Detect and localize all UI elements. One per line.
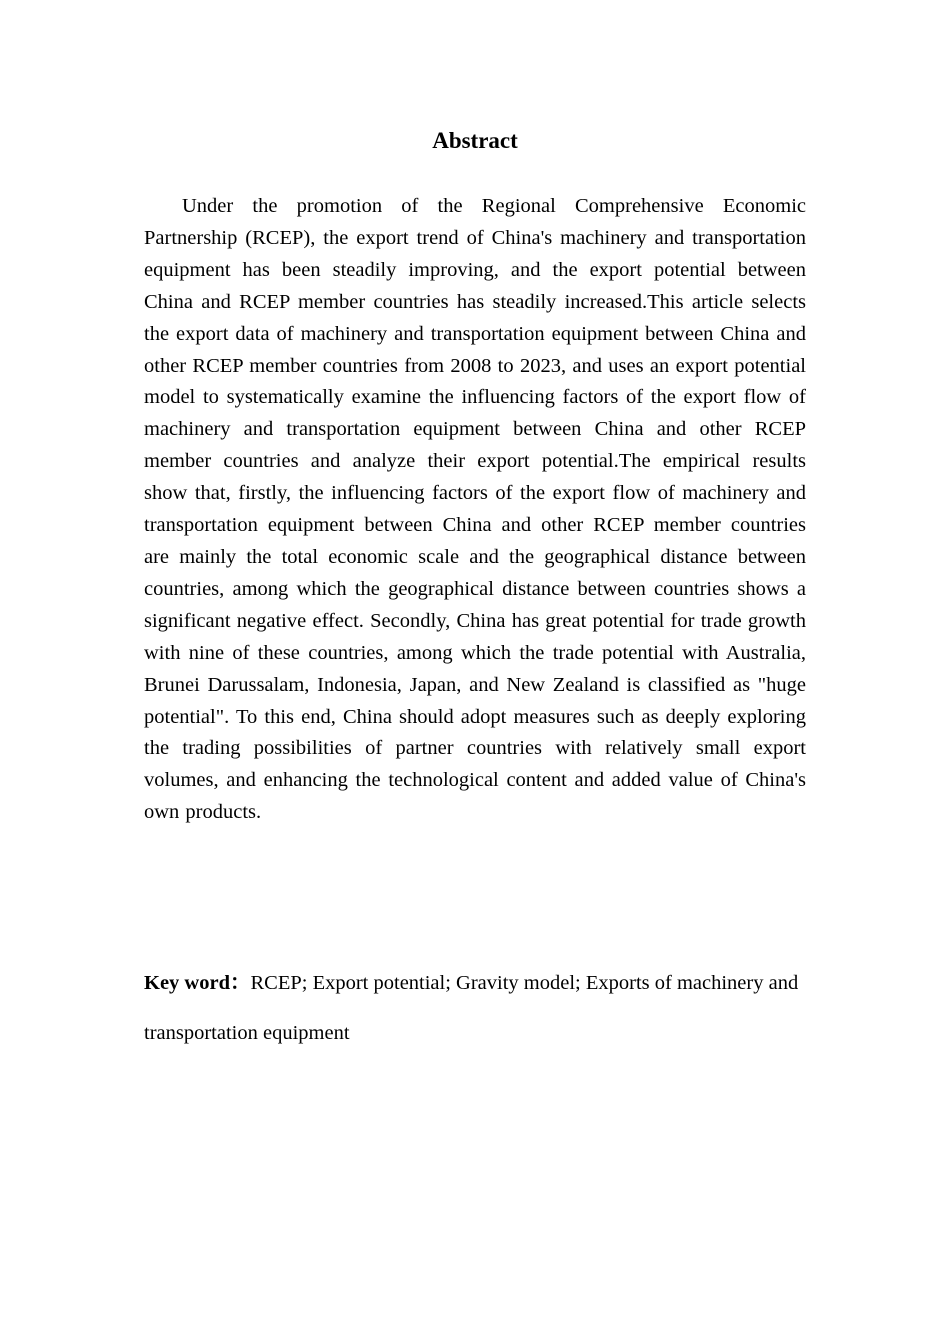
abstract-paragraph: Under the promotion of the Regional Comprehensive Economic Partnership (RCEP), the export trend of China's machinery and transportation equipment has been steadily improving, and the export potential between China and RCEP member countries has steadily increased.This article selects the export data of machinery and transportation equipment between China and other RCEP member countries from 2008 to 2023, and uses an export potential model to systematically examine the influencing factors of the export flow of machinery and transportation equipment between China and other RCEP member countries and analyze their export potential.The empirical results show that, firstly, the influencing factors of the export flow of machinery and transportation equipment between China and other RCEP member countries are mainly the total economic scale and the geographical distance between countries, among which the geographical distance between countries shows a significant negative effect. Secondly, China has great potential for trade growth with nine of these countries, among which the trade potential with Australia, Brunei Darussalam, Indonesia, Japan, and New Zealand is classified as "huge potential". To this end, China should adopt measures such as deeply exploring the trading possibilities of partner countries with relatively small export volumes, and enhancing the technological content and added value of China's own products. xyxy=(144,195,806,824)
keywords-line xyxy=(144,958,806,1058)
abstract-title: Abstract xyxy=(432,128,518,153)
keywords-label: Key word： xyxy=(144,972,251,994)
keywords-text: RCEP; Export potential; Gravity model; Exports of machinery and transportation equipment xyxy=(144,972,799,1044)
